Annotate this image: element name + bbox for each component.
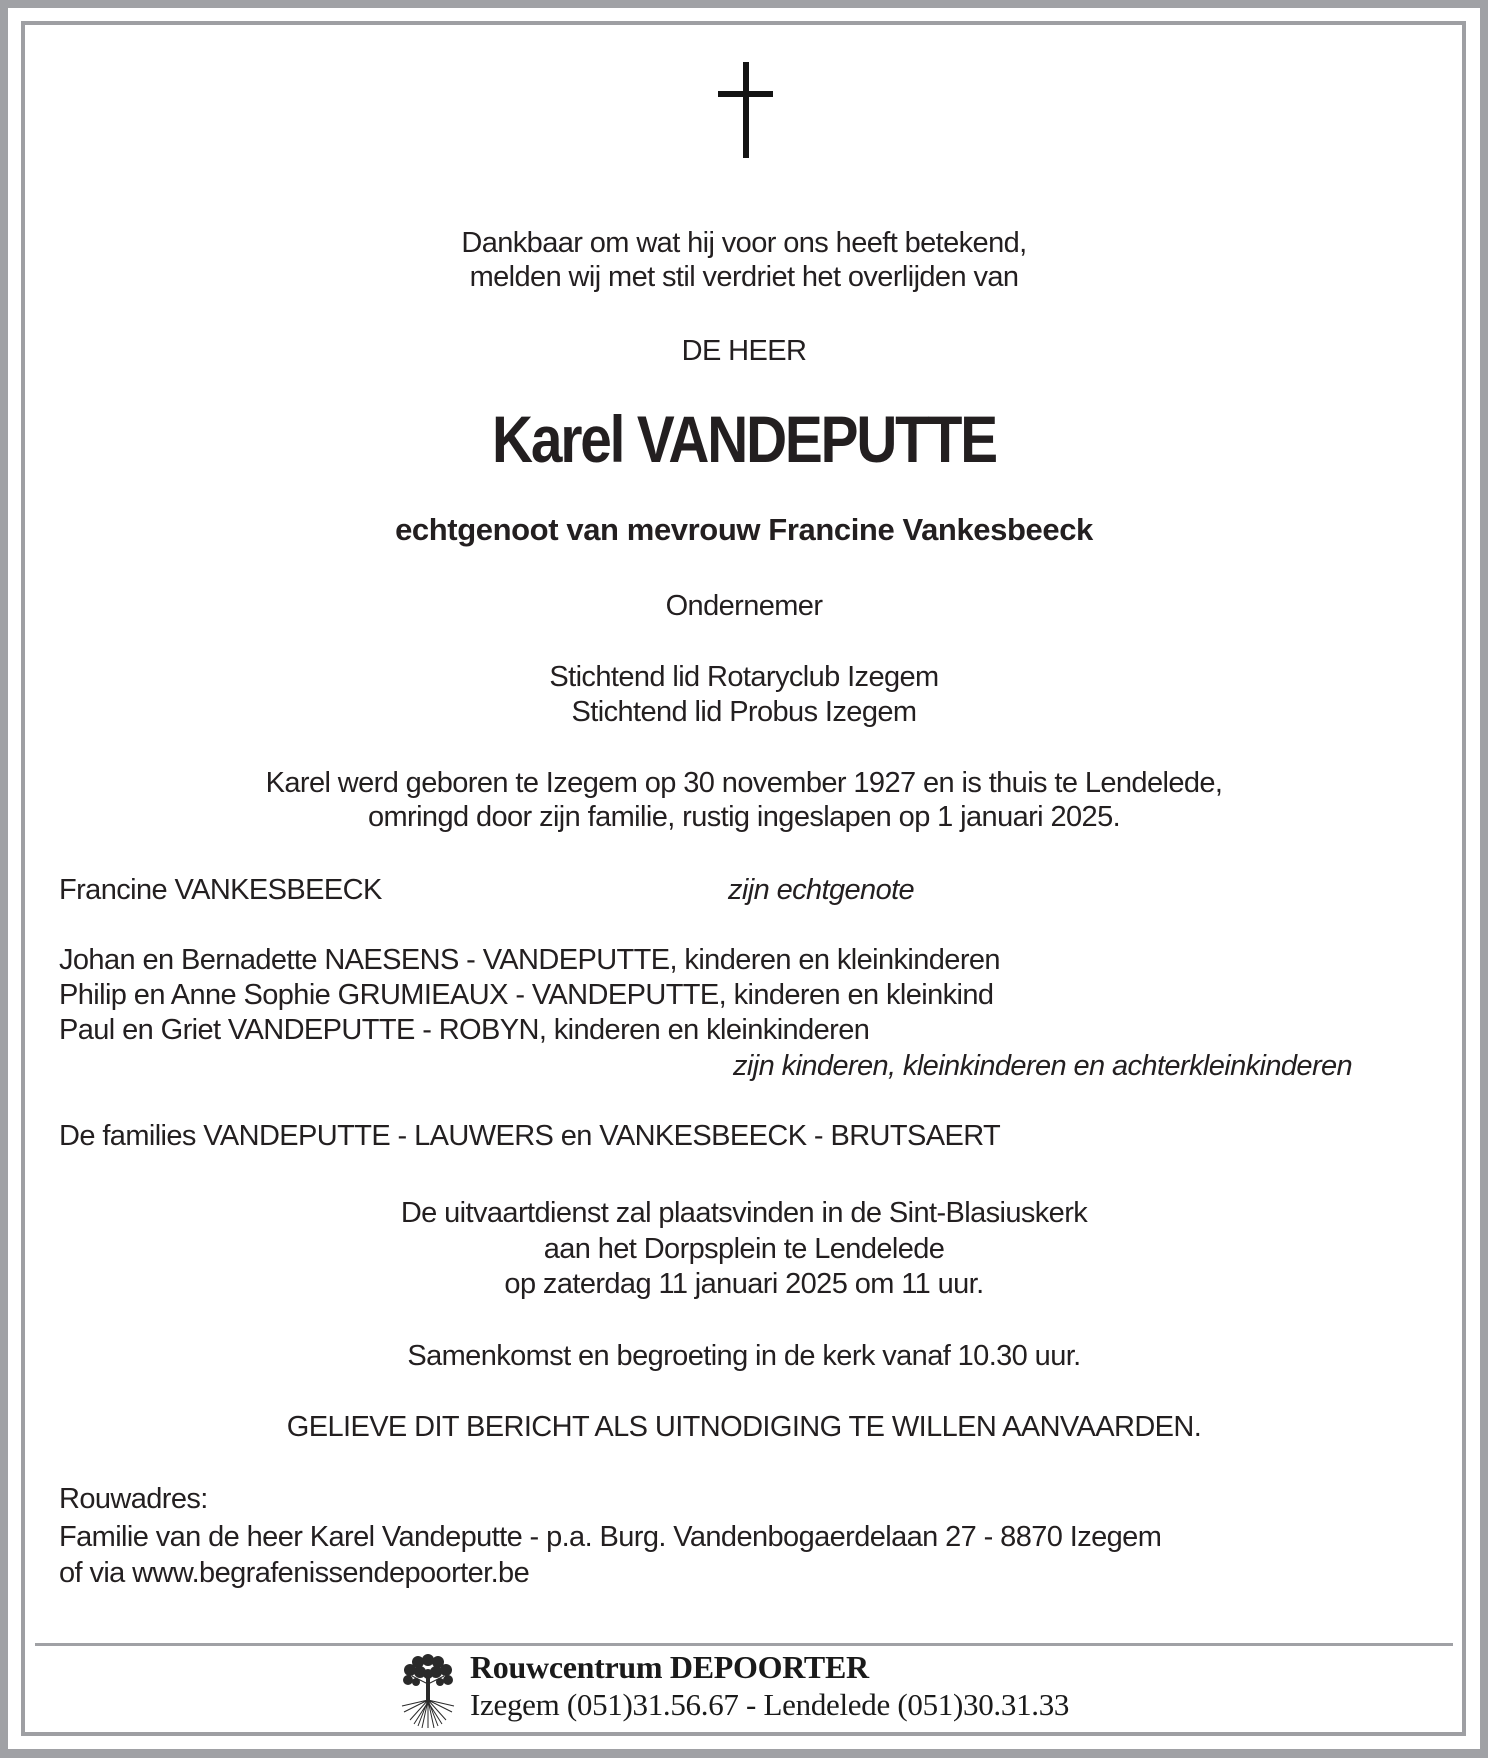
mourner-child-2: Philip en Anne Sophie GRUMIEAUX - VANDEPUTTE, kinderen en kleinkind: [59, 979, 994, 1011]
affiliation-2: Stichtend lid Probus Izegem: [571, 696, 917, 728]
life-statement-2: omringd door zijn familie, rustig ingeslapen op 1 januari 2025.: [367, 801, 1121, 833]
address-label: Rouwadres:: [59, 1483, 208, 1515]
mourner-child-3: Paul en Griet VANDEPUTTE - ROBYN, kinderen en kleinkinderen: [59, 1014, 870, 1046]
mourner-spouse-name: Francine VANKESBEECK: [59, 874, 382, 906]
mourner-spouse-relation: zijn echtgenote: [728, 874, 915, 906]
children-relation: zijn kinderen, kleinkinderen en achterkleinkinderen: [733, 1050, 1353, 1082]
spouse-line: echtgenoot van mevrouw Francine Vankesbeeck: [395, 512, 1093, 547]
occupation: Ondernemer: [665, 590, 823, 622]
intro-line-1: Dankbaar om wat hij voor ons heeft betekend,: [461, 227, 1027, 259]
cross-horizontal-bar: [718, 91, 773, 97]
families-line: De families VANDEPUTTE - LAUWERS en VANKESBEECK - BRUTSAERT: [59, 1120, 1001, 1152]
intro-line-2: melden wij met stil verdriet het overlijden van: [469, 261, 1019, 293]
address-line-2[interactable]: of via www.begrafenissendepoorter.be: [59, 1557, 530, 1589]
funeral-line-1: De uitvaartdienst zal plaatsvinden in de Sint-Blasiuskerk: [400, 1197, 1088, 1229]
address-line-1: Familie van de heer Karel Vandeputte - p.a. Burg. Vandenbogaerdelaan 27 - 8870 Izegem: [59, 1521, 1162, 1553]
title-prefix: DE HEER: [681, 335, 807, 367]
tree-icon: [400, 1650, 456, 1728]
life-statement-1: Karel werd geboren te Izegem op 30 november 1927 en is thuis te Lendelede,: [265, 767, 1223, 799]
deceased-name: Karel VANDEPUTTE: [492, 402, 996, 476]
company-name: Rouwcentrum DEPOORTER: [470, 1649, 869, 1685]
company-phones: Izegem (051)31.56.67 - Lendelede (051)30.31.33: [470, 1687, 1070, 1722]
cross-vertical-bar: [743, 62, 749, 158]
affiliation-1: Stichtend lid Rotaryclub Izegem: [549, 661, 939, 693]
invitation-line: GELIEVE DIT BERICHT ALS UITNODIGING TE WILLEN AANVAARDEN.: [286, 1411, 1202, 1443]
funeral-line-2: aan het Dorpsplein te Lendelede: [543, 1233, 945, 1265]
mourner-child-1: Johan en Bernadette NAESENS - VANDEPUTTE, kinderen en kleinkinderen: [59, 944, 1000, 976]
funeral-line-3: op zaterdag 11 januari 2025 om 11 uur.: [504, 1268, 984, 1300]
gathering-line: Samenkomst en begroeting in de kerk vanaf 10.30 uur.: [407, 1340, 1081, 1372]
footer-divider: [35, 1643, 1453, 1646]
